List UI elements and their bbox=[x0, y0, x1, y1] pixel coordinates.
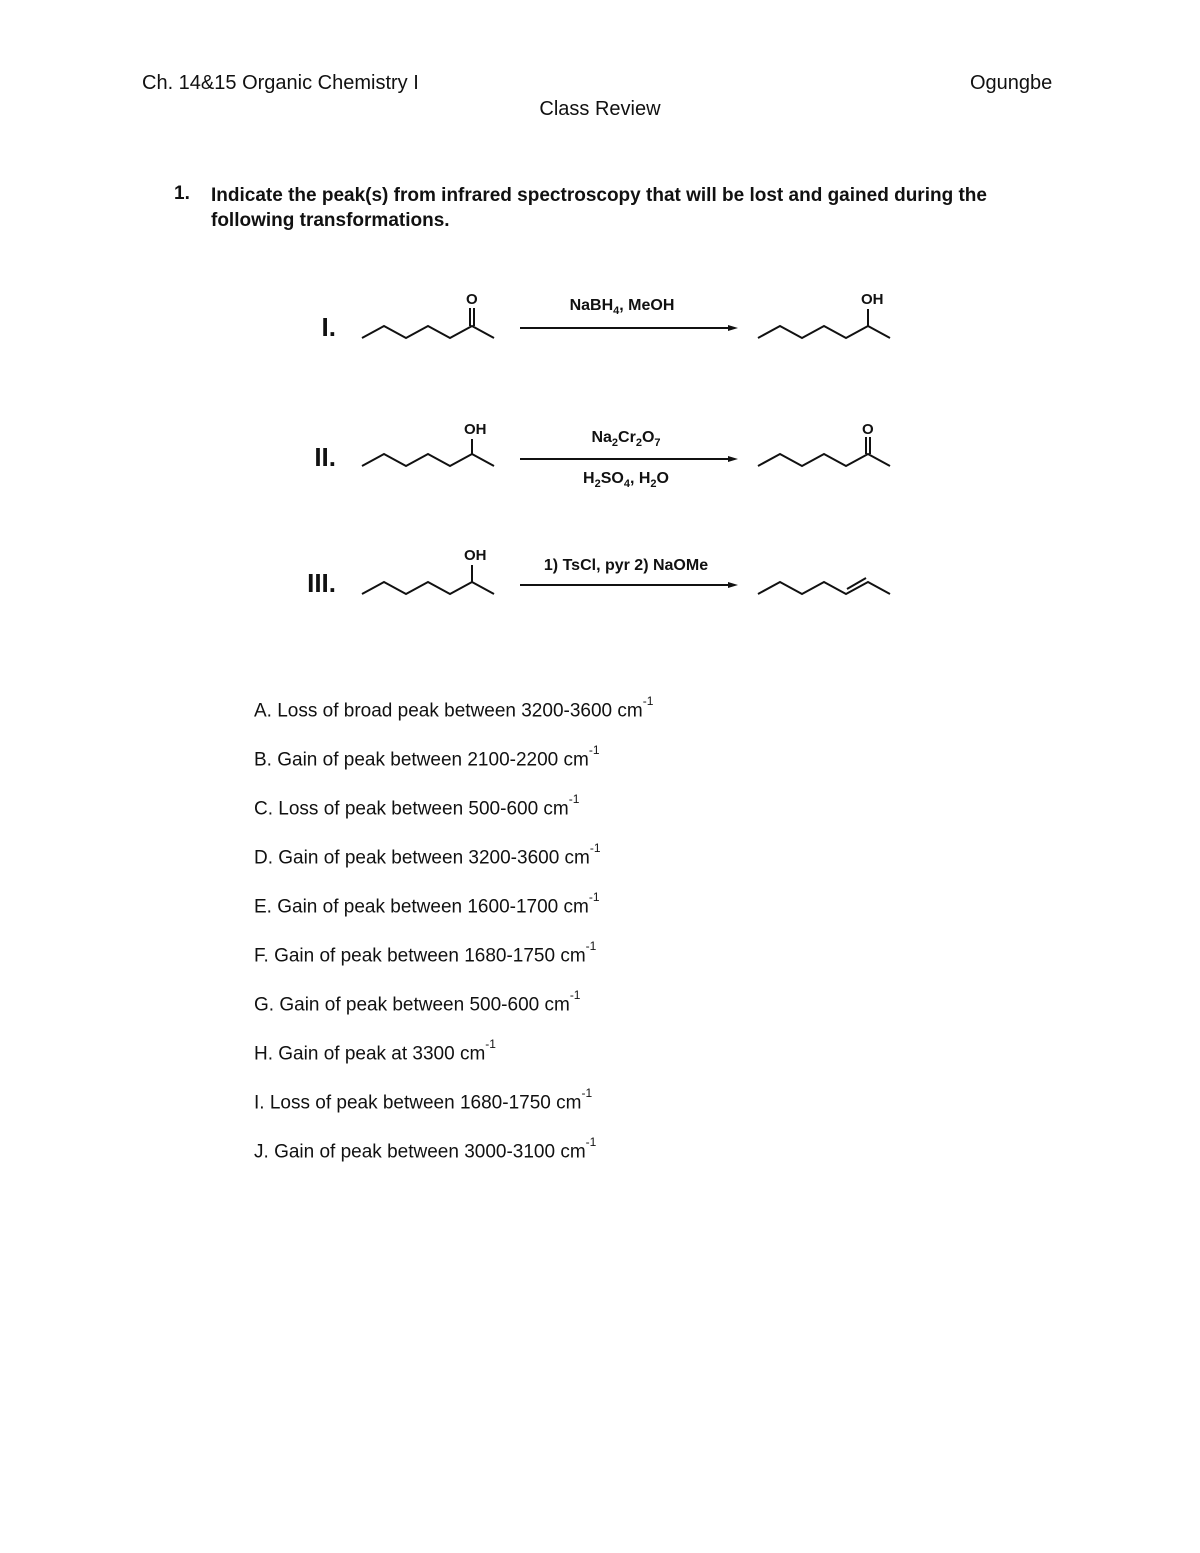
option-text: Gain of peak between 1680-1750 cm bbox=[274, 945, 586, 967]
reaction-2-arrowhead bbox=[728, 456, 738, 462]
option-text: Gain of peak between 500-600 cm bbox=[279, 994, 570, 1016]
option-g: G. Gain of peak between 500-600 $cm^{-1}$ bbox=[254, 988, 581, 1016]
option-text: Gain of peak between 3200-3600 cm bbox=[278, 847, 590, 869]
reaction-3-product-chain bbox=[758, 582, 890, 594]
option-letter: C. bbox=[254, 798, 273, 820]
reaction-2-reagent-above: $Na_2Cr_2O_7$ bbox=[591, 429, 661, 450]
instructor-name: Ogungbe bbox=[970, 72, 1053, 94]
option-f: F. Gain of peak between 1680-1750 $cm^{-1}$ bbox=[254, 939, 597, 967]
reaction-1-arrowhead bbox=[728, 325, 738, 331]
reaction-1-label: I. bbox=[321, 312, 336, 342]
reaction-1-product-hydroxyl: OH bbox=[861, 291, 884, 308]
option-i: I. Loss of peak between 1680-1750 $cm^{-1}$ bbox=[254, 1086, 593, 1114]
option-text: Loss of peak between 500-600 cm bbox=[278, 798, 569, 820]
option-letter: E. bbox=[254, 896, 272, 918]
option-letter: G. bbox=[254, 994, 275, 1016]
option-j: J. Gain of peak between 3000-3100 $cm^{-1}$ bbox=[254, 1135, 597, 1163]
reaction-3-arrowhead bbox=[728, 582, 738, 588]
option-letter: J. bbox=[254, 1141, 269, 1163]
option-letter: F. bbox=[254, 945, 269, 967]
reaction-3-label: III. bbox=[307, 568, 336, 598]
reaction-3-reactant-hydroxyl: OH bbox=[464, 547, 487, 564]
option-text: Gain of peak between 3000-3100 cm bbox=[274, 1141, 586, 1163]
reaction-3-reactant-chain bbox=[362, 582, 494, 594]
option-e: E. Gain of peak between 1600-1700 $cm^{-1}$ bbox=[254, 890, 600, 918]
option-text: Gain of peak between 2100-2200 cm bbox=[277, 749, 589, 771]
reaction-1-reactant-oxygen: O bbox=[466, 291, 478, 308]
reaction-2-reactant-chain bbox=[362, 454, 494, 466]
option-letter: H. bbox=[254, 1043, 273, 1065]
option-text: Loss of broad peak between 3200-3600 cm bbox=[277, 700, 643, 722]
option-d: D. Gain of peak between 3200-3600 $cm^{-1}$ bbox=[254, 841, 601, 869]
option-letter: A. bbox=[254, 700, 272, 722]
option-letter: D. bbox=[254, 847, 273, 869]
course-title: Ch. 14&15 Organic Chemistry I bbox=[142, 72, 419, 94]
reaction-1-reagent: NaBH$_4$, MeOH bbox=[569, 297, 675, 318]
option-b: B. Gain of peak between 2100-2200 $cm^{-1}$ bbox=[254, 743, 600, 771]
question-text: Indicate the peak(s) from infrared spectroscopy that will be lost and gained during the following transformations. bbox=[211, 185, 987, 231]
option-text: Gain of peak at 3300 cm bbox=[278, 1043, 486, 1065]
option-c: C. Loss of peak between 500-600 $cm^{-1}$ bbox=[254, 792, 580, 820]
page-title: Class Review bbox=[539, 98, 661, 120]
reaction-3-reagent: 1) TsCl, pyr 2) NaOMe bbox=[543, 557, 709, 574]
question-number: 1. bbox=[174, 183, 190, 204]
reaction-2-label: II. bbox=[314, 442, 336, 472]
reaction-2-reagent-below: $H_2SO_4$, $H_2O$ bbox=[583, 470, 669, 491]
reaction-2-product-chain bbox=[758, 454, 890, 466]
reaction-2-product-oxygen: O bbox=[862, 421, 874, 438]
option-letter: I. bbox=[254, 1092, 265, 1114]
option-a: A. Loss of broad peak between 3200-3600 $cm^{-1}$ bbox=[254, 694, 654, 722]
option-text: Loss of peak between 1680-1750 cm bbox=[269, 1092, 582, 1114]
reaction-1-reactant-chain bbox=[362, 326, 494, 338]
option-text: Gain of peak between 1600-1700 cm bbox=[277, 896, 589, 918]
option-letter: B. bbox=[254, 749, 272, 771]
reaction-1-product-chain bbox=[758, 326, 890, 338]
option-h: H. Gain of peak at 3300 $cm^{-1}$ bbox=[254, 1037, 496, 1065]
reaction-2-reactant-hydroxyl: OH bbox=[464, 421, 487, 438]
